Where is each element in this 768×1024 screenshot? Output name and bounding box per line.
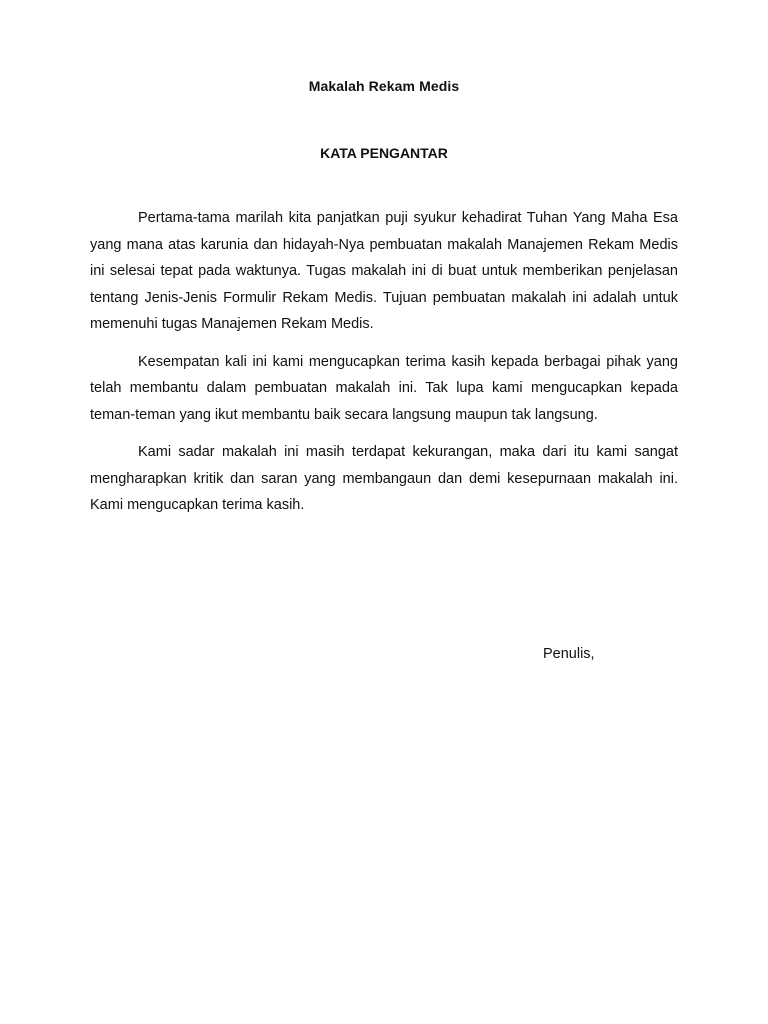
section-heading: KATA PENGANTAR: [320, 145, 448, 161]
signature: Penulis,: [543, 646, 595, 662]
paragraph-1: Pertama-tama marilah kita panjatkan puji syukur kehadirat Tuhan Yang Maha Esa yang mana atas karunia dan hidayah-Nya pembuatan makalah Manajemen Rekam Medis ini selesai tepat pada waktunya. Tugas makalah ini di buat untuk memberikan penjelasan tentang Jenis-Jenis Formulir Rekam Medis. Tujuan pembuatan makalah ini adalah untuk memenuhi tugas Manajemen Rekam Medis.: [90, 210, 678, 332]
document-title: Makalah Rekam Medis: [308, 78, 460, 94]
paragraph-3: Kami sadar makalah ini masih terdapat kekurangan, maka dari itu kami sangat mengharapkan kritik dan saran yang membangaun dan demi kesepurnaan makalah ini. Kami mengucapkan terima kasih.: [90, 444, 678, 513]
paragraph-2: Kesempatan kali ini kami mengucapkan terima kasih kepada berbagai pihak yang telah membantu dalam pembuatan makalah ini. Tak lupa kami mengucapkan kepada teman-teman yang ikut membantu baik secara langsung maupun tak langsung.: [90, 353, 678, 423]
body-text: [90, 205, 678, 530]
